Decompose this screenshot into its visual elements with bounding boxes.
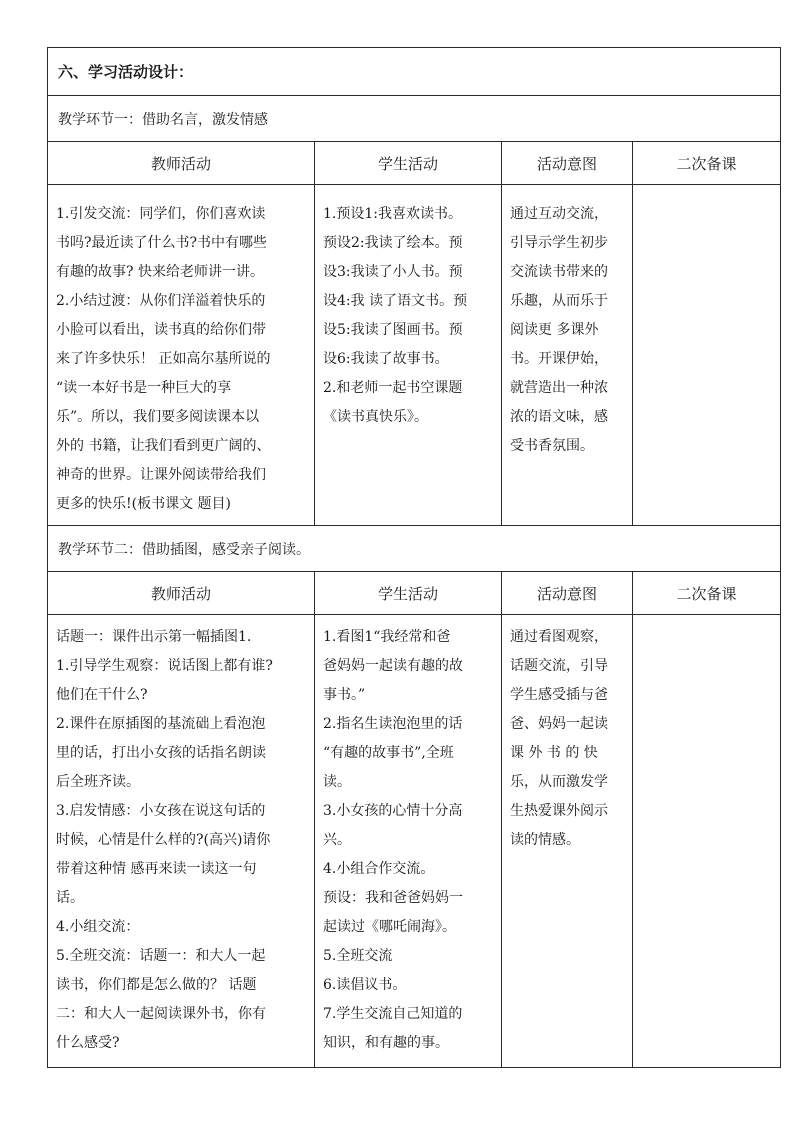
student-line: 设5:我读了图画书。预 xyxy=(323,322,463,338)
intent-line: 阅读更 多课外 xyxy=(510,322,599,338)
student-line: 3.小女孩的心情十分高 xyxy=(323,803,463,819)
student-line: “有趣的故事书”,全班 xyxy=(323,745,454,761)
student-line: 预设2:我读了绘本。预 xyxy=(323,235,463,251)
student-line: 4.小组合作交流。 xyxy=(323,861,435,877)
teacher-activity-cell xyxy=(48,185,315,526)
header-student-activity: 学生活动 xyxy=(315,572,502,615)
student-line: 知识，和有趣的事。 xyxy=(323,1035,449,1051)
teacher-line: 外的 书籍，让我们看到更广阔的、 xyxy=(56,438,271,454)
student-line: 1.预设1:我喜欢读书。 xyxy=(323,206,462,222)
intent-line: 生热爱课外阅示 xyxy=(510,803,608,819)
student-line: 起读过《哪吒闹海》。 xyxy=(323,919,456,935)
section-title: 六、学习活动设计： xyxy=(48,48,781,96)
activity-intent-cell xyxy=(502,615,633,1068)
secondary-prep-cell xyxy=(633,615,781,1068)
teacher-line: 3.启发情感：小女孩在说这句话的 xyxy=(56,803,266,819)
teacher-line: 什么感受? xyxy=(56,1035,120,1051)
intent-line: 就营造出一种浓 xyxy=(510,380,608,396)
student-line: 预设：我和爸爸妈妈一 xyxy=(323,890,463,906)
secondary-prep-cell xyxy=(633,185,781,526)
intent-line: 引导示学生初步 xyxy=(510,235,608,251)
intent-line: 交流读书带来的 xyxy=(510,264,608,280)
student-line: 2.指名生读泡泡里的话 xyxy=(323,716,463,732)
intent-line: 受书香氛围。 xyxy=(510,438,594,454)
teacher-line: 里的话，打出小女孩的话指名朗读 xyxy=(56,745,266,761)
student-line: 设3:我读了小人书。预 xyxy=(323,264,463,280)
teacher-line: 2.小结过渡：从你们洋溢着快乐的 xyxy=(56,293,266,309)
teacher-line: 小脸可以看出，读书真的给你们带 xyxy=(56,322,266,338)
intent-line: 课 外 书 的 快 xyxy=(510,745,598,761)
teacher-line: 带着这种情 感再来读一读这一句 xyxy=(56,861,257,877)
teacher-line: 1.引发交流：同学们，你们喜欢读 xyxy=(56,206,266,222)
teacher-line: 有趣的故事? 快来给老师讲一讲。 xyxy=(56,264,264,280)
intent-line: 话题交流，引导 xyxy=(510,658,608,674)
intent-line: 乐趣，从而乐于 xyxy=(510,293,608,309)
student-line: 6.读倡议书。 xyxy=(323,977,407,993)
intent-line: 乐，从而激发学 xyxy=(510,774,608,790)
lesson-design-table xyxy=(47,47,781,1068)
student-activity-cell xyxy=(315,615,502,1068)
teacher-line: 乐”。所以，我们要多阅读课本以 xyxy=(56,409,260,425)
student-line: 读。 xyxy=(323,774,351,790)
teacher-activity-cell xyxy=(48,615,315,1068)
intent-line: 书。开课伊始， xyxy=(510,351,608,367)
student-line: 爸妈妈一起读有趣的故 xyxy=(323,658,463,674)
teacher-line: 神奇的世界。让课外阅读带给我们 xyxy=(56,467,266,483)
student-line: 兴。 xyxy=(323,832,351,848)
intent-line: 爸、妈妈一起读 xyxy=(510,716,608,732)
intent-line: 通过看图观察， xyxy=(510,629,608,645)
teacher-line: 2.课件在原插图的基流础上看泡泡 xyxy=(56,716,266,732)
teacher-line: 书吗?最近读了什么书?书中有哪些 xyxy=(56,235,268,251)
intent-line: 学生感受插与爸 xyxy=(510,687,608,703)
teacher-line: 来了许多快乐！ 正如高尔基所说的 xyxy=(56,351,271,367)
student-line: 2.和老师一起书空课题 xyxy=(323,380,463,396)
teacher-line: 更多的快乐!(板书课文 题目) xyxy=(56,496,231,512)
phase-title: 教学环节一：借助名言，激发情感 xyxy=(48,96,781,142)
header-activity-intent: 活动意图 xyxy=(502,142,633,185)
header-activity-intent: 活动意图 xyxy=(502,572,633,615)
header-secondary-prep: 二次备课 xyxy=(633,142,781,185)
phase-title: 教学环节二：借助插图，感受亲子阅读。 xyxy=(48,526,781,572)
student-line: 事书。” xyxy=(323,687,366,703)
teacher-line: 1.引导学生观察：说话图上都有谁? xyxy=(56,658,273,674)
teacher-line: 时候，心情是什么样的?(高兴)请你 xyxy=(56,832,271,848)
header-teacher-activity: 教师活动 xyxy=(48,142,315,185)
student-line: 《读书真快乐》。 xyxy=(323,409,428,425)
teacher-line: 后全班齐读。 xyxy=(56,774,140,790)
student-line: 5.全班交流 xyxy=(323,948,393,964)
teacher-line: 二：和大人一起阅读课外书，你有 xyxy=(56,1006,266,1022)
intent-line: 通过互动交流， xyxy=(510,206,608,222)
student-line: 设4:我 读了语文书。预 xyxy=(323,293,468,309)
teacher-line: “读一本好书是一种巨大的享 xyxy=(56,380,232,396)
student-line: 7.学生交流自己知道的 xyxy=(323,1006,463,1022)
header-student-activity: 学生活动 xyxy=(315,142,502,185)
activity-intent-cell xyxy=(502,185,633,526)
teacher-line: 话。 xyxy=(56,890,84,906)
intent-line: 浓的语文味，感 xyxy=(510,409,608,425)
intent-line: 读的情感。 xyxy=(510,832,580,848)
teacher-line: 读书，你们都是怎么做的？ 话题 xyxy=(56,977,257,993)
student-line: 1.看图1“我经常和爸 xyxy=(323,629,451,645)
student-activity-cell xyxy=(315,185,502,526)
header-secondary-prep: 二次备课 xyxy=(633,572,781,615)
header-teacher-activity: 教师活动 xyxy=(48,572,315,615)
teacher-line: 话题一：课件出示第一幅插图1. xyxy=(56,629,252,645)
teacher-line: 4.小组交流： xyxy=(56,919,140,935)
student-line: 设6:我读了故事书。 xyxy=(323,351,449,367)
teacher-line: 他们在干什么? xyxy=(56,687,148,703)
teacher-line: 5.全班交流：话题一：和大人一起 xyxy=(56,948,266,964)
